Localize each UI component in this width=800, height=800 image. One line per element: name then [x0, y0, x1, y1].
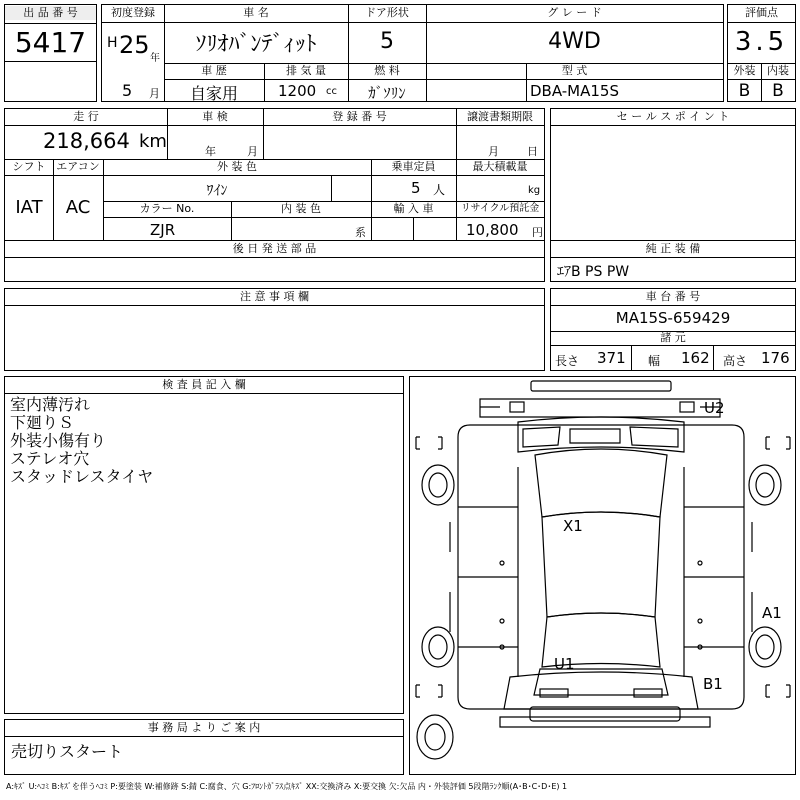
int-color-unit: 系: [355, 226, 366, 239]
chassis-box: [550, 288, 796, 371]
transfer-day-unit: 日: [527, 145, 538, 158]
sales-point-box: [550, 108, 796, 241]
history: 自家用: [189, 84, 238, 103]
damage-mark-b1: B1: [703, 675, 723, 693]
car-diagram-svg: [410, 377, 795, 774]
capacity: 5: [411, 179, 421, 197]
int-color-label: 内 装 色: [281, 202, 321, 215]
mileage-label: 走 行: [73, 110, 99, 123]
month-unit: 月: [149, 87, 160, 100]
ext-color-label: 外 装 色: [217, 160, 257, 173]
notes-label: 注 意 事 項 欄: [240, 290, 309, 303]
fuel-label: 燃 料: [374, 64, 400, 77]
inspector-note: 下廻りＳ: [10, 413, 75, 432]
model-label: 型 式: [561, 64, 588, 77]
first-reg-label: 初度登録: [111, 6, 155, 19]
insp-year-unit: 年: [205, 145, 216, 158]
lot-number: 5417: [14, 26, 87, 59]
shift: IAT: [15, 197, 43, 218]
equipment-box: [550, 240, 796, 282]
reg-no-label: 登 録 番 号: [332, 110, 387, 123]
inspector-note: スタッドレスタイヤ: [10, 467, 154, 486]
model: DBA-MA15S: [530, 82, 619, 100]
lot-blank-box: [4, 61, 97, 102]
grade-label: グ レ ー ド: [547, 6, 602, 19]
inspection-label: 車 検: [202, 110, 228, 123]
ac: AC: [65, 197, 91, 218]
insp-month-unit: 月: [247, 145, 258, 158]
damage-mark-x1: X1: [563, 517, 583, 535]
score-label: 評価点: [745, 6, 778, 19]
fuel: ｶﾞｿﾘﾝ: [368, 84, 406, 102]
transfer-month-unit: 月: [488, 145, 499, 158]
displacement: 1200: [278, 82, 317, 100]
car-name: ｿﾘｵﾊﾞﾝﾃﾞｨｯﾄ: [195, 32, 317, 57]
inspector-note: ステレオ穴: [10, 449, 90, 468]
grade: 4WD: [548, 29, 601, 54]
era: H: [107, 35, 118, 51]
color-no-label: カラー No.: [139, 202, 195, 215]
score-box: [727, 4, 796, 102]
equipment-label: 純 正 装 備: [645, 242, 701, 255]
lot-number-label: 出 品 番 号: [5, 6, 96, 20]
inspector-note: 室内薄汚れ: [10, 395, 91, 414]
legend-text: A:ｷｽﾞ U:ﾍｺﾐ B:ｷｽﾞを伴うﾍｺﾐ P:要塗装 W:補修跡 S:錆 C:腐食、穴 G:ﾌﾛﾝﾄｶﾞﾗｽ点ｷｽﾞ XX:交換済み X:要交換 欠:欠品 内・外装評価 5段階ﾗﾝｸ順(A･B･C･D･E) 1: [6, 782, 568, 791]
exterior-label: 外装: [733, 64, 756, 77]
length-label: 長さ: [555, 354, 580, 368]
equipment: ｴｱB PS PW: [557, 264, 630, 280]
transfer-label: 譲渡書類期限: [467, 110, 533, 123]
car-diagram: [409, 376, 796, 775]
max-load-label: 最大積載量: [472, 160, 528, 173]
displacement-unit: cc: [326, 86, 337, 97]
office-note: 売切りスタート: [11, 742, 124, 761]
ext-color: ﾜｲﾝ: [206, 183, 228, 199]
chassis-label: 車 台 番 号: [645, 290, 701, 303]
recycle-label: リサイクル預託金: [460, 203, 540, 214]
doors: 5: [380, 29, 394, 54]
chassis-number: MA15S-659429: [615, 309, 731, 327]
reg-month: 5: [122, 81, 133, 100]
car-name-label: 車 名: [243, 6, 269, 19]
inspector-box: [4, 376, 404, 714]
ac-label: エアコン: [56, 160, 100, 173]
interior-label: 内装: [767, 64, 789, 77]
damage-mark-u1: U1: [554, 655, 575, 673]
damage-mark-a1: A1: [762, 604, 782, 622]
year-unit: 年: [150, 53, 160, 64]
later-parts-label: 後 日 発 送 部 品: [232, 242, 317, 255]
mileage-unit: km: [139, 131, 167, 152]
capacity-unit: 人: [433, 183, 446, 197]
details-box: [4, 108, 545, 241]
history-label: 車 歴: [201, 64, 227, 77]
recycle-unit: 円: [532, 226, 543, 239]
mileage: 218,664: [43, 129, 130, 153]
score: 3.5: [734, 27, 789, 57]
color-no: ZJR: [150, 221, 176, 239]
later-parts-box: [4, 240, 545, 282]
recycle: 10,800: [466, 221, 519, 239]
exterior-score: B: [738, 81, 751, 101]
notes-box: [4, 288, 545, 371]
doors-label: ドア形状: [365, 6, 409, 19]
lot-number-box: [4, 4, 97, 62]
shift-label: シフト: [12, 160, 46, 173]
inspector-label: 検 査 員 記 入 欄: [162, 378, 246, 391]
capacity-label: 乗車定員: [391, 160, 436, 173]
damage-mark-u2: U2: [704, 399, 725, 417]
displacement-label: 排 気 量: [286, 64, 326, 77]
reg-year: 25: [119, 31, 150, 59]
length: 371: [597, 349, 626, 367]
interior-score: B: [772, 81, 784, 101]
office-box: [4, 719, 404, 775]
dimensions-label: 諸 元: [660, 331, 686, 344]
width: 162: [681, 349, 710, 367]
max-load-unit: kg: [528, 185, 541, 196]
height: 176: [761, 349, 790, 367]
office-label: 事 務 局 よ り ご 案 内: [147, 721, 261, 734]
width-label: 幅: [648, 354, 661, 368]
height-label: 高さ: [723, 354, 748, 368]
main-header-box: [101, 4, 724, 102]
inspector-note: 外装小傷有り: [10, 431, 107, 450]
import-label: 輸 入 車: [393, 202, 434, 215]
sales-point-label: セ ー ル ス ポ イ ン ト: [616, 110, 730, 123]
